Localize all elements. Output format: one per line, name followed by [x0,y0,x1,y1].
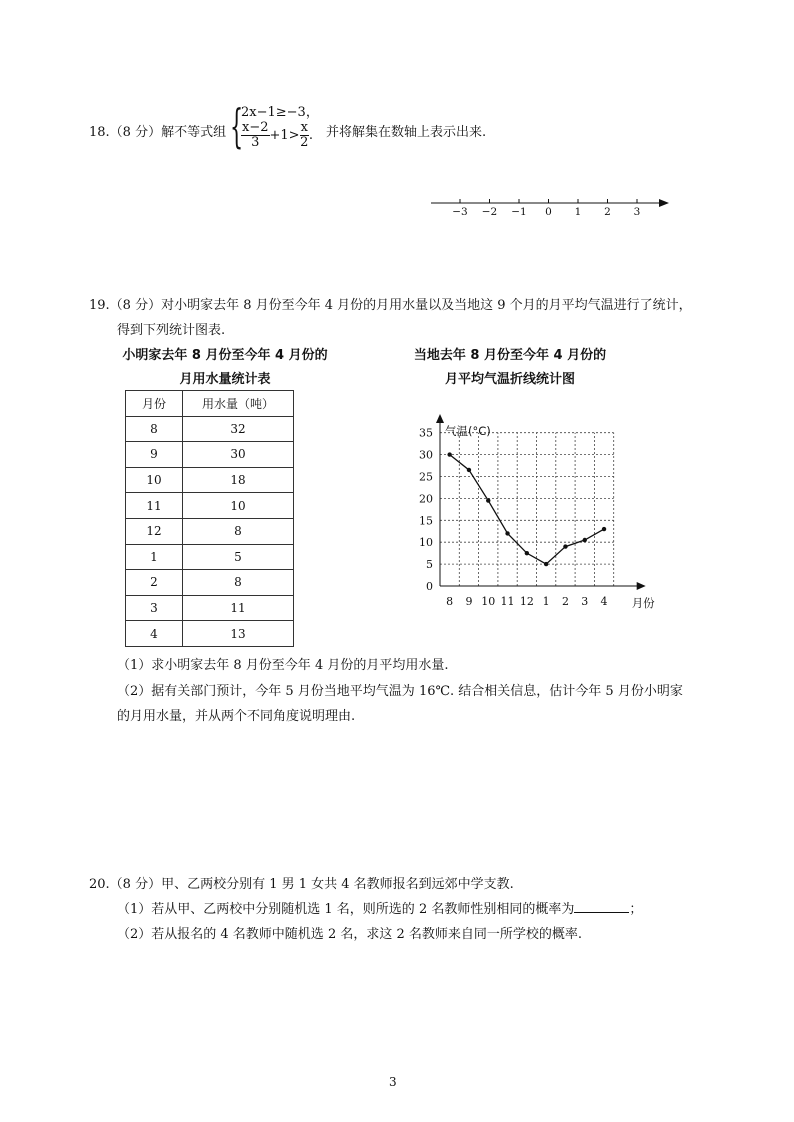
cell-usage: 10 [183,493,294,519]
data-point [505,531,509,535]
cell-usage: 30 [183,442,294,468]
cell-usage: 5 [183,544,294,570]
cell-month: 11 [126,493,183,519]
q19-line1: 19.（8 分）对小明家去年 8 月份至今年 4 月份的月用水量以及当地这 9 个月的月平均气温进行了统计， [89,298,692,313]
table-caption-2: 月用水量统计表 [179,372,271,387]
brace-symbol: { [230,99,244,153]
y-tick-label: 0 [426,580,433,593]
q19-sub1: （1）求小明家去年 8 月份至今年 4 月份的月平均用水量. [117,658,449,673]
x-tick-label: 4 [600,595,608,608]
q20-sub2: （2）若从报名的 4 名教师中随机选 2 名，求这 2 名教师来自同一所学校的概率. [117,927,583,942]
data-point [544,562,548,566]
y-tick-label: 15 [419,514,433,528]
number-line-tick-label: −3 [452,206,468,218]
answer-blank [574,900,629,913]
data-point [467,468,471,472]
table-row [126,544,294,570]
frac-denominator-right: 2 [300,135,309,150]
data-point [583,538,587,542]
chart-caption-2: 月平均气温折线统计图 [444,372,575,387]
x-tick-label: 8 [446,595,454,608]
q18-tail: 并将解集在数轴上表示出来. [326,125,487,140]
y-tick-label: 30 [419,448,433,462]
table-row [126,442,294,468]
inequality-2-mid: +1> [269,128,300,143]
number-line-tick-label: −1 [511,206,527,218]
x-tick-label: 10 [481,595,496,608]
cell-usage: 13 [183,621,294,647]
cell-usage: 32 [183,416,294,442]
cell-month: 12 [126,518,183,544]
q18-label: 18.（8 分）解不等式组 [89,125,227,140]
cell-usage: 8 [183,570,294,596]
page-number: 3 [389,1075,397,1089]
inequality-2-end: . [308,128,314,143]
number-line [425,190,675,222]
cell-usage: 11 [183,595,294,621]
x-axis-title: 月份 [631,596,655,610]
data-point [602,527,606,531]
number-line-tick-label: 2 [604,206,611,218]
inequality-2 [241,121,313,150]
frac-numerator: x−2 [242,120,269,135]
x-tick-label: 12 [519,595,534,608]
q20-sub1-text: （1）若从甲、乙两校中分别随机选 1 名，则所选的 2 名教师性别相同的概率为 [117,902,575,917]
data-point [486,498,490,502]
header-usage: 用水量（吨） [183,391,294,417]
cell-month: 4 [126,621,183,647]
data-point [447,452,451,456]
table-row [126,518,294,544]
number-line-tick-label: 3 [633,206,641,218]
cell-usage: 8 [183,518,294,544]
q20-line1: 20.（8 分）甲、乙两校分别有 1 男 1 女共 4 名教师报名到远郊中学支教. [89,877,514,892]
q20-sub1 [117,898,642,917]
y-axis-arrow [436,414,444,423]
table-header-row [126,391,294,417]
q19-sub2b: 的月用水量，并从两个不同角度说明理由. [117,709,356,724]
table-caption-1: 小明家去年 8 月份至今年 4 月份的 [122,348,328,363]
y-tick-label: 25 [419,470,433,484]
number-line-tick-label: 1 [574,206,582,218]
y-axis-title: 气温(°C) [445,424,491,438]
cell-month: 2 [126,570,183,596]
x-tick-label: 1 [542,595,550,608]
q19-sub2a: （2）据有关部门预计，今年 5 月份当地平均气温为 16℃. 结合相关信息，估计今年 5 月份小明家 [117,684,683,699]
q20-sub1-end: ； [629,902,643,917]
x-tick-label: 9 [465,595,473,608]
chart-caption-1: 当地去年 8 月份至今年 4 月份的 [413,348,607,363]
table-row [126,595,294,621]
x-tick-label: 11 [500,595,515,608]
header-month: 月份 [126,391,183,417]
data-point [563,544,567,548]
cell-usage: 18 [183,467,294,493]
number-line-tick-label: 0 [545,206,552,218]
x-tick-label: 2 [561,595,569,608]
cell-month: 8 [126,416,183,442]
water-usage-table [125,390,294,647]
temperature-line-chart [405,412,680,612]
inequality-1: 2x−1≥−3， [241,105,319,120]
y-tick-label: 35 [419,426,433,440]
q19-line2: 得到下列统计图表. [117,323,226,338]
x-axis-arrow [637,582,646,590]
frac-numerator-right: x [300,120,308,135]
cell-month: 1 [126,544,183,570]
table-row [126,467,294,493]
x-tick-label: 3 [581,595,589,608]
temperature-series-line [450,455,604,564]
cell-month: 3 [126,595,183,621]
cell-month: 9 [126,442,183,468]
table-row [126,416,294,442]
number-line-arrow [659,199,669,207]
table-row [126,570,294,596]
table-row [126,493,294,519]
number-line-tick-label: −2 [481,206,498,218]
cell-month: 10 [126,467,183,493]
frac-denominator: 3 [251,135,260,150]
table-row [126,621,294,647]
y-tick-label: 10 [419,536,433,550]
y-tick-label: 20 [419,492,433,506]
data-point [525,551,529,555]
y-tick-label: 5 [426,558,433,572]
